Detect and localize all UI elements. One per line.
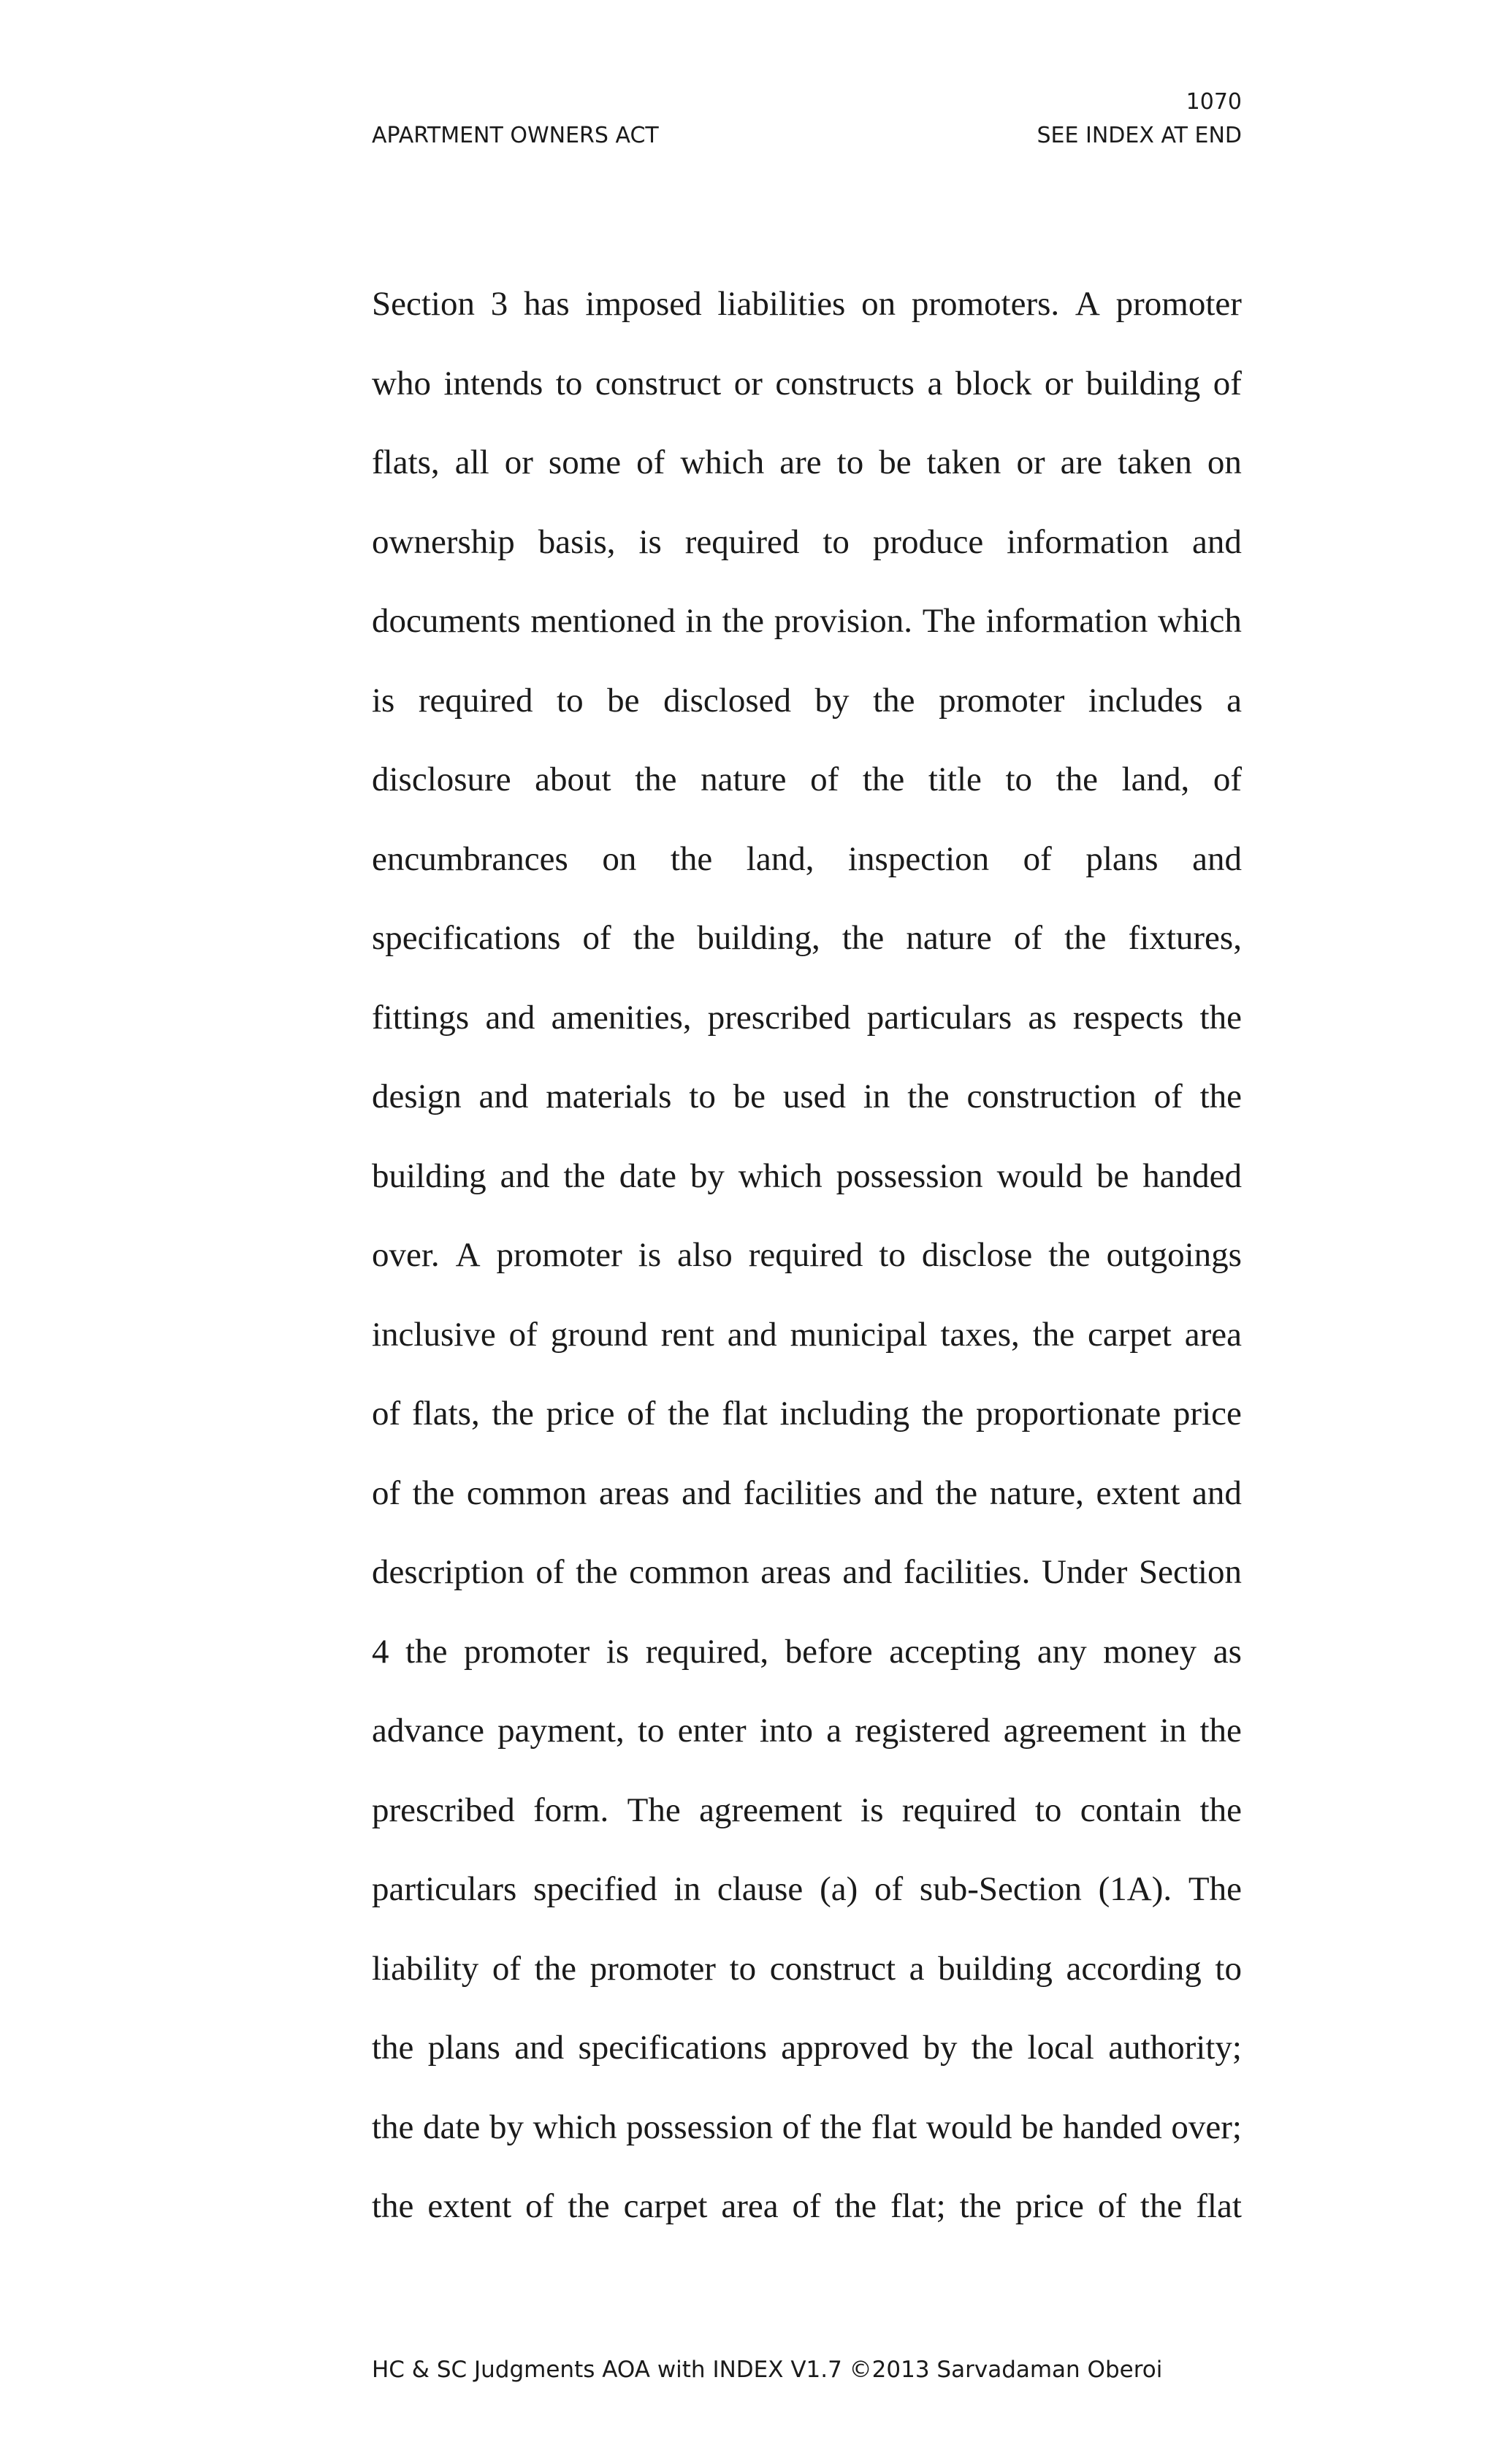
body-line: of the common areas and facilities and the nature, extent and: [372, 1473, 1242, 1512]
body-line: advance payment, to enter into a registered agreement in the: [372, 1712, 1242, 1750]
body-line: disclosure about the nature of the title to the land, of: [372, 760, 1242, 798]
body-line: of flats, the price of the flat including the proportionate price: [372, 1395, 1242, 1433]
body-line: flats, all or some of which are to be taken or are taken on: [372, 443, 1242, 481]
body-line: specifications of the building, the nature of the fixtures,: [372, 919, 1242, 957]
body-line: the date by which possession of the flat would be handed over;: [372, 2108, 1242, 2146]
body-line: documents mentioned in the provision. The information which: [372, 602, 1242, 640]
body-line: the plans and specifications approved by the local authority;: [372, 2029, 1242, 2067]
body-line: description of the common areas and facilities. Under Section: [372, 1553, 1242, 1591]
running-title-left: APARTMENT OWNERS ACT: [372, 123, 659, 148]
body-line: particulars specified in clause (a) of sub-Section (1A). The: [372, 1870, 1242, 1908]
body-line: fittings and amenities, prescribed particulars as respects the: [372, 998, 1242, 1037]
body-line: who intends to construct or constructs a block or building of: [372, 364, 1242, 403]
body-line: Section 3 has imposed liabilities on promoters. A promoter: [372, 285, 1242, 323]
body-line: over. A promoter is also required to disclose the outgoings: [372, 1236, 1242, 1274]
body-line: building and the date by which possession would be handed: [372, 1156, 1242, 1195]
body-line: prescribed form. The agreement is required to contain the: [372, 1790, 1242, 1829]
body-line: ownership basis, is required to produce information and: [372, 522, 1242, 561]
page-number: 1070: [1186, 89, 1242, 115]
body-line: design and materials to be used in the construction of the: [372, 1077, 1242, 1115]
body-line: liability of the promoter to construct a building according to: [372, 1949, 1242, 1988]
page-footer: HC & SC Judgments AOA with INDEX V1.7 ©2013 Sarvadaman Oberoi: [372, 2357, 1163, 2383]
body-line: inclusive of ground rent and municipal taxes, the carpet area: [372, 1315, 1242, 1354]
running-title-right: SEE INDEX AT END: [1037, 123, 1242, 148]
body-line: encumbrances on the land, inspection of plans and: [372, 839, 1242, 878]
body-line: is required to be disclosed by the promoter includes a: [372, 681, 1242, 720]
body-paragraph: [372, 264, 1242, 2246]
body-line: the extent of the carpet area of the flat; the price of the flat: [372, 2187, 1242, 2225]
body-line: 4 the promoter is required, before accepting any money as: [372, 1632, 1242, 1671]
